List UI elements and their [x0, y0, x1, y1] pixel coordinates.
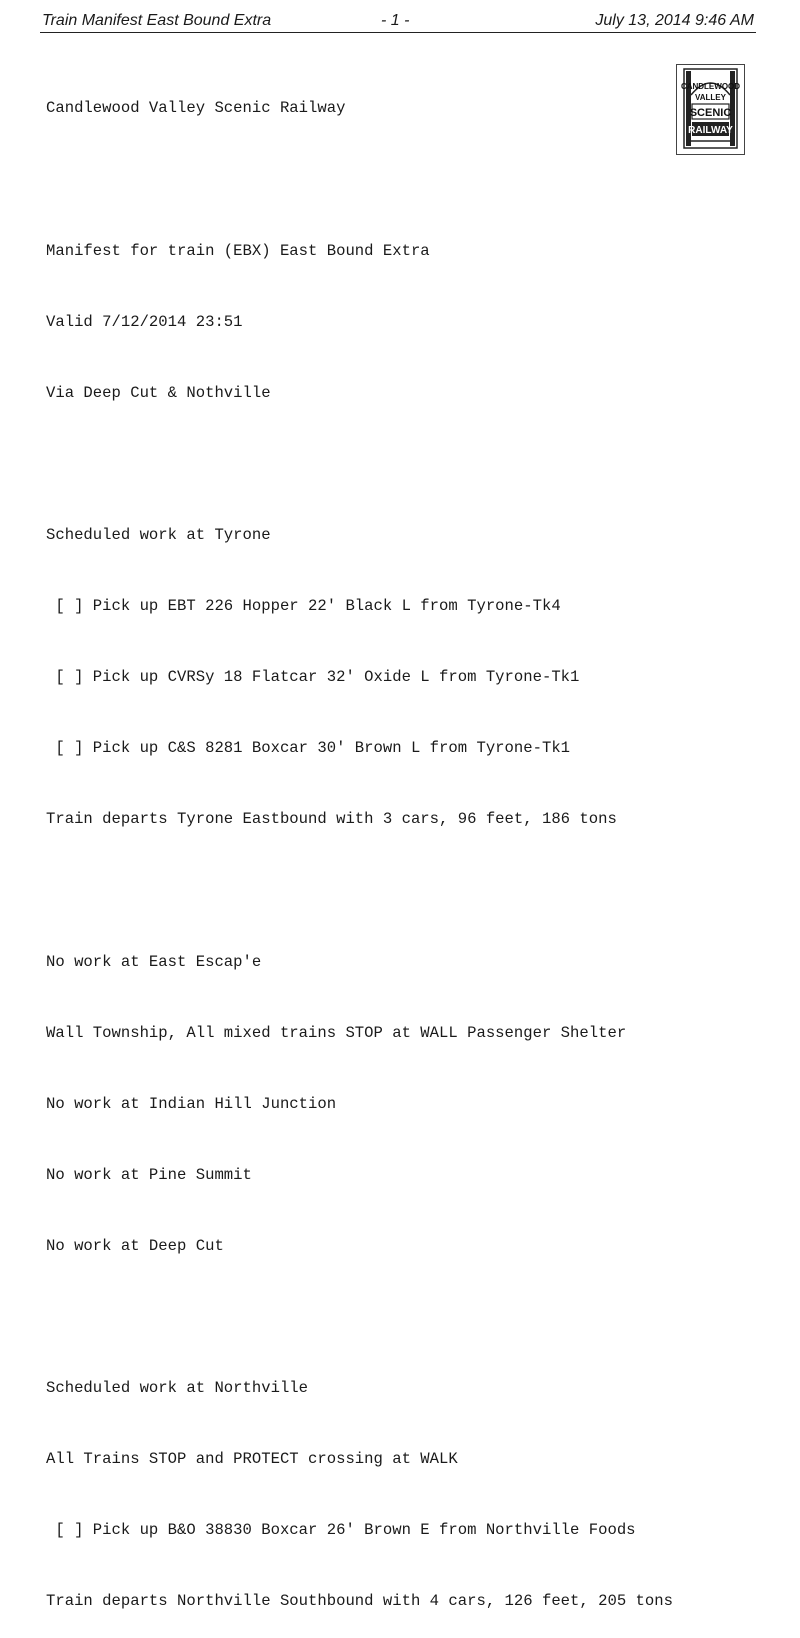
logo-line3: SCENIC — [689, 107, 732, 119]
stop-line: Wall Township, All mixed trains STOP at WALL Passenger Shelter — [46, 1023, 627, 1042]
pickup-item: [ ] Pick up CVRSy 18 Flatcar 32' Oxide L from Tyrone-Tk1 — [46, 668, 580, 687]
logo-line1: CANDLEWOOD — [680, 82, 741, 91]
northville-heading: Scheduled work at Northville — [46, 1379, 309, 1398]
blank-line — [46, 453, 766, 477]
manifest-title: Manifest for train (EBX) East Bound Extra — [46, 241, 430, 260]
pickup-item: [ ] Pick up EBT 226 Hopper 22' Black L from Tyrone-Tk4 — [46, 597, 561, 616]
header-title: Train Manifest East Bound Extra — [42, 12, 272, 29]
pickup-item: [ ] Pick up B&O 38830 Boxcar 26' Brown E from Northville Foods — [46, 1521, 636, 1540]
page-header — [40, 8, 756, 33]
tyrone-departure: Train departs Tyrone Eastbound with 3 cars, 96 feet, 186 tons — [46, 810, 617, 829]
route-via: Via Deep Cut & Nothville — [46, 383, 271, 402]
blank-line — [46, 879, 766, 903]
valid-date: Valid 7/12/2014 23:51 — [46, 312, 243, 331]
manifest-body — [46, 50, 766, 1638]
blank-line — [46, 1306, 766, 1330]
blank-line — [46, 169, 766, 193]
railway-logo — [676, 64, 745, 155]
northville-departure: Train departs Northville Southbound with 4 cars, 126 feet, 205 tons — [46, 1592, 673, 1611]
railroad-name: Candlewood Valley Scenic Railway — [46, 99, 346, 118]
stop-line: No work at Deep Cut — [46, 1236, 224, 1255]
crossing-notice: All Trains STOP and PROTECT crossing at WALK — [46, 1450, 458, 1469]
stop-line: No work at Pine Summit — [46, 1165, 252, 1184]
logo-graphic — [677, 65, 744, 154]
stop-line: No work at East Escap'e — [46, 952, 262, 971]
header-datetime: July 13, 2014 9:46 AM — [595, 12, 754, 29]
page-number: - 1 - — [381, 12, 410, 29]
logo-line2: VALLEY — [695, 93, 726, 102]
tyrone-heading: Scheduled work at Tyrone — [46, 525, 271, 544]
logo-line4: RAILWAY — [688, 125, 733, 136]
pickup-item: [ ] Pick up C&S 8281 Boxcar 30' Brown L from Tyrone-Tk1 — [46, 739, 571, 758]
stop-line: No work at Indian Hill Junction — [46, 1094, 337, 1113]
